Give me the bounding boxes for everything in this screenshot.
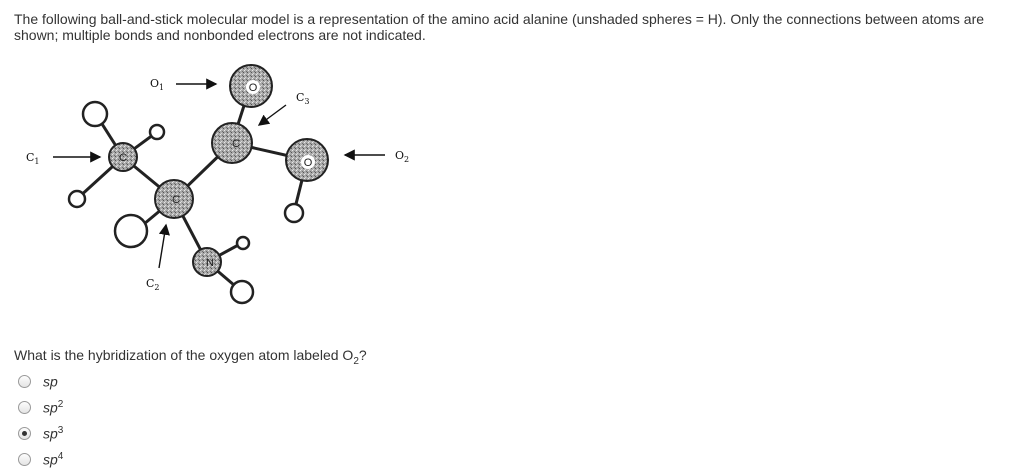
alanine-molecular-model: [0, 50, 440, 320]
option-label: $sp^2$: [43, 398, 64, 416]
hydrogen-atom: [69, 191, 85, 207]
arrow-c2: [159, 225, 166, 268]
option-sp3[interactable]: [18, 420, 63, 446]
svg-text:O: O: [303, 157, 313, 169]
label-o1: $O_1$: [150, 77, 165, 92]
label-c2: $C_2$: [146, 277, 160, 292]
option-sp4[interactable]: [18, 446, 63, 472]
radio-sp2[interactable]: [18, 401, 31, 414]
hydrogen-atom: [150, 125, 164, 139]
carbon-atom-c3: [212, 123, 252, 163]
radio-sp[interactable]: [18, 375, 31, 388]
svg-text:C: C: [172, 194, 180, 206]
svg-text:O: O: [248, 82, 258, 94]
carbon-atom-c2: [155, 180, 193, 218]
hydrogen-atom: [237, 237, 249, 249]
svg-text:C: C: [119, 152, 127, 164]
option-label: $sp^4$: [43, 450, 64, 468]
svg-text:C: C: [232, 138, 240, 150]
arrow-c3: [259, 105, 286, 125]
option-sp[interactable]: [18, 368, 63, 394]
option-label: sp: [43, 373, 58, 390]
radio-sp3[interactable]: [18, 427, 31, 440]
oxygen-atom-o2: [286, 139, 328, 181]
label-o2: $O_2$: [395, 149, 410, 164]
radio-sp4[interactable]: [18, 453, 31, 466]
label-c1: $C_1$: [26, 151, 40, 166]
label-c3: $C_3$: [296, 91, 310, 106]
hydrogen-atom: [83, 102, 107, 126]
hydrogen-atom: [231, 281, 253, 303]
hydrogen-atom: [285, 204, 303, 222]
oxygen-atom-o1: [230, 65, 272, 107]
question-text: What is the hybridization of the oxygen atom labeled $O_2$?: [14, 347, 367, 367]
option-label: $sp^3$: [43, 424, 64, 442]
nitrogen-atom: [193, 248, 221, 276]
molecule-svg: [0, 50, 440, 320]
svg-text:N: N: [206, 257, 214, 269]
option-sp2[interactable]: [18, 394, 63, 420]
carbon-atom-c1: [109, 143, 137, 171]
question-intro-text: The following ball-and-stick molecular model is a representation of the amino acid alanine (unshaded spheres = H). Only the connections between atoms are shown; multiple bonds and nonbonded electrons are not indicated.: [14, 11, 985, 43]
answer-options: [18, 368, 63, 472]
hydrogen-atom: [115, 215, 147, 247]
